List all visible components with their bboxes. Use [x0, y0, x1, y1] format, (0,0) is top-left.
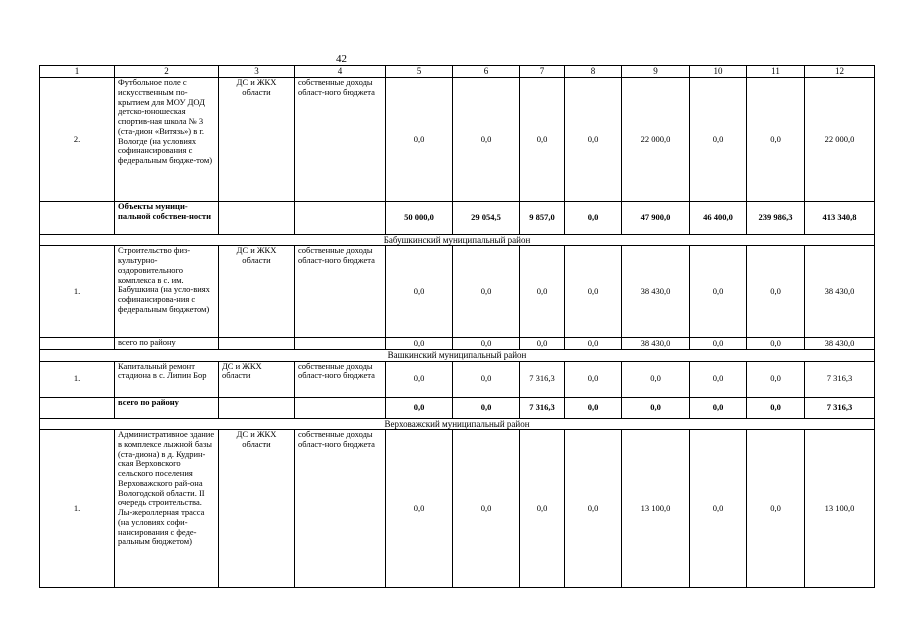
executor: ДС и ЖКХ области [219, 430, 295, 588]
value-cell: 0,0 [622, 397, 690, 418]
section-row [40, 418, 875, 429]
table-row [40, 361, 875, 397]
page-number: 42 [336, 53, 347, 65]
value-cell: 22 000,0 [805, 78, 875, 202]
value-cell: 413 340,8 [805, 202, 875, 235]
value-cell: 0,0 [386, 246, 453, 338]
value-cell: 0,0 [690, 397, 747, 418]
value-cell: 7 316,3 [520, 397, 565, 418]
row-number: 1. [40, 361, 115, 397]
value-cell: 0,0 [565, 430, 622, 588]
col-header: 6 [453, 66, 520, 78]
value-cell: 0,0 [565, 78, 622, 202]
col-header: 3 [219, 66, 295, 78]
value-cell: 0,0 [453, 397, 520, 418]
value-cell: 0,0 [520, 78, 565, 202]
value-cell: 0,0 [690, 246, 747, 338]
value-cell: 38 430,0 [622, 338, 690, 350]
value-cell: 0,0 [747, 430, 805, 588]
value-cell: 0,0 [520, 430, 565, 588]
total-row [40, 202, 875, 235]
total-row [40, 338, 875, 350]
row-number: 2. [40, 78, 115, 202]
table-row [40, 78, 875, 202]
value-cell: 239 986,3 [747, 202, 805, 235]
value-cell: 38 430,0 [805, 338, 875, 350]
funding-source: собственные доходы област-ного бюджета [295, 78, 386, 202]
value-cell: 0,0 [453, 361, 520, 397]
section-row [40, 350, 875, 361]
value-cell: 0,0 [690, 361, 747, 397]
col-header: 11 [747, 66, 805, 78]
value-cell: 50 000,0 [386, 202, 453, 235]
value-cell: 0,0 [565, 397, 622, 418]
value-cell: 38 430,0 [805, 246, 875, 338]
value-cell: 0,0 [520, 246, 565, 338]
value-cell: 0,0 [747, 338, 805, 350]
total-label: Объекты муници-пальной собствен-ности [115, 202, 219, 235]
value-cell: 0,0 [386, 338, 453, 350]
value-cell: 0,0 [747, 397, 805, 418]
total-row [40, 397, 875, 418]
row-number: 1. [40, 246, 115, 338]
value-cell: 0,0 [453, 78, 520, 202]
row-number: 1. [40, 430, 115, 588]
col-header: 8 [565, 66, 622, 78]
section-title: Верховажский муниципальный район [40, 418, 875, 429]
value-cell: 7 316,3 [805, 397, 875, 418]
object-name: Строительство физ-культурно-оздоровительного комплекса в с. им. Бабушкина (на усло-виях софинансирова-ния с федеральным бюджетом) [115, 246, 219, 338]
value-cell: 46 400,0 [690, 202, 747, 235]
executor: ДС и ЖКХ области [219, 246, 295, 338]
col-header: 5 [386, 66, 453, 78]
value-cell: 0,0 [386, 397, 453, 418]
value-cell: 0,0 [747, 361, 805, 397]
executor: ДС и ЖКХ области [219, 78, 295, 202]
value-cell: 13 100,0 [805, 430, 875, 588]
section-title: Вашкинский муниципальный район [40, 350, 875, 361]
value-cell: 0,0 [747, 78, 805, 202]
table-row [40, 430, 875, 588]
value-cell: 0,0 [386, 78, 453, 202]
value-cell: 0,0 [565, 202, 622, 235]
col-header: 4 [295, 66, 386, 78]
executor: ДС и ЖКХ области [219, 361, 295, 397]
value-cell: 0,0 [622, 361, 690, 397]
value-cell: 0,0 [386, 430, 453, 588]
col-header: 10 [690, 66, 747, 78]
value-cell: 38 430,0 [622, 246, 690, 338]
object-name: Административное здание в комплексе лыжной базы (ста-диона) в д. Кудрин-ская Верховского сельского поселения Верховажского рай-она Вологодской области. II очередь строительства. Лы-жероллерная трасса (на условиях софи-нансирования с феде-ральным бюджетом) [115, 430, 219, 588]
value-cell: 0,0 [747, 246, 805, 338]
value-cell: 7 316,3 [520, 361, 565, 397]
funding-source: собственные доходы област-ного бюджета [295, 361, 386, 397]
value-cell: 7 316,3 [805, 361, 875, 397]
value-cell: 0,0 [565, 246, 622, 338]
value-cell: 0,0 [690, 430, 747, 588]
value-cell: 47 900,0 [622, 202, 690, 235]
col-header: 12 [805, 66, 875, 78]
value-cell: 0,0 [565, 338, 622, 350]
value-cell: 9 857,0 [520, 202, 565, 235]
col-header: 7 [520, 66, 565, 78]
total-label: всего по району [115, 397, 219, 418]
funding-source: собственные доходы област-ного бюджета [295, 430, 386, 588]
budget-table [39, 65, 875, 588]
value-cell: 0,0 [453, 338, 520, 350]
value-cell: 13 100,0 [622, 430, 690, 588]
value-cell: 0,0 [453, 430, 520, 588]
table-row [40, 246, 875, 338]
value-cell: 0,0 [690, 338, 747, 350]
value-cell: 29 054,5 [453, 202, 520, 235]
value-cell: 22 000,0 [622, 78, 690, 202]
value-cell: 0,0 [386, 361, 453, 397]
col-header: 9 [622, 66, 690, 78]
funding-source: собственные доходы област-ного бюджета [295, 246, 386, 338]
value-cell: 0,0 [520, 338, 565, 350]
total-label: всего по району [115, 338, 219, 350]
object-name: Капитальный ремонт стадиона в с. Липин Бор [115, 361, 219, 397]
value-cell: 0,0 [690, 78, 747, 202]
col-header: 1 [40, 66, 115, 78]
value-cell: 0,0 [453, 246, 520, 338]
object-name: Футбольное поле с искусственным по-крытием для МОУ ДОД детско-юношеская спортив-ная школа № 3 (ста-дион «Витязь») в г. Вологде (на условиях софинансирования с федеральным бюдже-том) [115, 78, 219, 202]
section-row [40, 235, 875, 246]
section-title: Бабушкинский муниципальный район [40, 235, 875, 246]
value-cell: 0,0 [565, 361, 622, 397]
column-number-row [40, 66, 875, 78]
col-header: 2 [115, 66, 219, 78]
